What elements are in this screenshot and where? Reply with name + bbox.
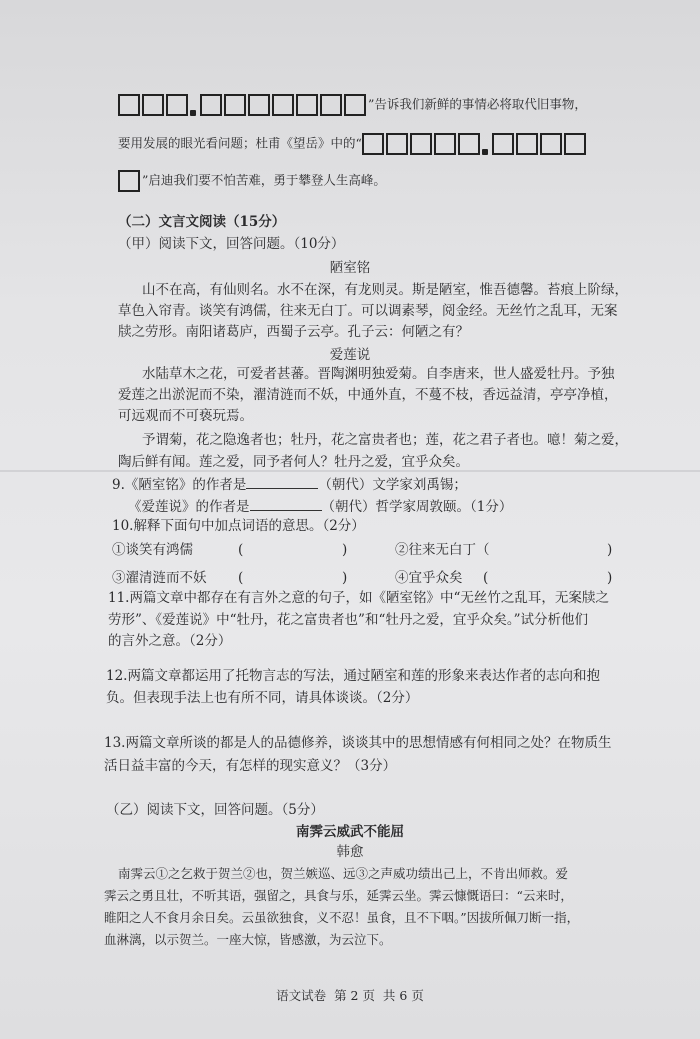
answer-box: [248, 94, 270, 116]
quote-text: ”告诉我们新鲜的事情必将取代旧事物，: [368, 96, 587, 112]
passage2-line: 爱莲之出淤泥而不染，濯清涟而不妖，中通外直，不蔓不枝，香远益清，亭亭净植，: [118, 387, 618, 403]
q10-item-4: ④宜乎众矣: [395, 570, 463, 586]
question-9a: [112, 474, 700, 495]
question-12-line: 12.两篇文章都运用了托物言志的写法，通过陋室和莲的形象来表达作者的志向和抱: [106, 668, 600, 684]
passage2-line: 水陆草木之花，可爱者甚蕃。晋陶渊明独爱菊。自李唐来，世人盛爱牡丹。予独: [142, 366, 615, 382]
comma-mark: [482, 149, 488, 155]
answer-box: [118, 94, 140, 116]
answer-box: [386, 133, 408, 155]
answer-box: [142, 94, 164, 116]
answer-box: [492, 133, 514, 155]
answer-box: [272, 94, 294, 116]
answer-box: [166, 94, 188, 116]
question-10-item: ②往来无白丁（ ): [395, 542, 613, 558]
answer-box: [458, 133, 480, 155]
q10-item-3: ③濯清涟而不妖: [112, 570, 207, 586]
answer-box: [118, 170, 140, 192]
passage2-line: 可远观而不可亵玩焉。: [118, 408, 253, 424]
part-b-instruction: （乙）阅读下文，回答问题。（5分）: [106, 802, 324, 818]
answer-box: [540, 133, 562, 155]
answer-box: [516, 133, 538, 155]
line2-text: 要用发展的眼光看问题；杜甫《望岳》中的“: [118, 135, 362, 151]
passage1-line: 草色入帘青。谈笑有鸿儒，往来无白丁。可以调素琴，阅金经。无丝竹之乱耳，无案: [118, 303, 618, 319]
q9a-suffix: （朝代）文学家刘禹锡；: [318, 477, 467, 493]
title-loushiming: 陋室铭: [329, 260, 371, 276]
question-13-line: 13.两篇文章所谈的都是人的品德修养，谈谈其中的思想情感有何相同之处？在物质生: [104, 735, 612, 751]
author-hanyu: 韩愈: [336, 844, 364, 860]
answer-box: [362, 133, 384, 155]
passage3-line: 睢阳之人不食月余日矣。云虽欲独食，义不忍！虽食，且不下咽。”因拔所佩刀断一指，: [104, 910, 580, 925]
passage3-line: 血淋漓，以示贺兰。一座大惊，皆感激，为云泣下。: [104, 932, 392, 947]
question-10: 10.解释下面句中加点词语的意思。（2分）: [112, 518, 365, 534]
answer-box: [434, 133, 456, 155]
answer-box: [296, 94, 318, 116]
passage3-line: 霁云之勇且壮，不听其语，强留之，具食与乐，延霁云坐。霁云慷慨语曰：“云来时，: [104, 888, 573, 903]
question-12-line: 负。但表现手法上也有所不同，请具体谈谈。（2分）: [106, 690, 419, 706]
passage1-line: 山不在高，有仙则名。水不在深，有龙则灵。斯是陋室，惟吾德馨。苔痕上阶绿，: [142, 282, 628, 298]
answer-box: [344, 94, 366, 116]
fill-blank-line-2: [118, 133, 698, 155]
question-10-item: ④宜乎众矣 ( ): [395, 570, 613, 586]
passage3-line: 南霁云①之乞救于贺兰②也，贺兰嫉巡、远③之声威功绩出己上，不肯出师救。爱: [118, 866, 569, 881]
answer-box: [564, 133, 586, 155]
question-9b: [128, 496, 700, 517]
answer-box: [410, 133, 432, 155]
q9b-suffix: （朝代）哲学家周敦颐。（1分）: [321, 499, 513, 515]
question-13-line: 活日益丰富的今天，有怎样的现实意义？（3分）: [104, 758, 397, 774]
page-footer: 语文试卷 第 2 页 共 6 页: [276, 988, 424, 1003]
answer-blank[interactable]: [246, 474, 318, 489]
q10-item-2: ②往来无白丁（: [395, 542, 490, 558]
title-nanjiyun: 南霁云威武不能屈: [296, 824, 404, 840]
question-11-line: 的言外之意。（2分）: [108, 633, 232, 649]
q9a-prefix: 9.《陋室铭》的作者是: [112, 477, 247, 493]
passage2-line: 陶后鲜有闻。莲之爱，同予者何人？牡丹之爱，宜乎众矣。: [118, 454, 469, 470]
answer-box: [320, 94, 342, 116]
question-10-item: ③濯清涟而不妖 ( ): [112, 570, 348, 586]
part-a-instruction: （甲）阅读下文，回答问题。（10分）: [118, 236, 345, 252]
question-11-line: 劳形”、《爱莲说》中“牡丹，花之富贵者也”和“牡丹之爱，宜乎众矣。”试分析他们: [108, 612, 589, 628]
answer-blank[interactable]: [250, 496, 322, 511]
section-heading: （二）文言文阅读（15分）: [118, 214, 286, 230]
passage1-line: 牍之劳形。南阳诸葛庐，西蜀子云亭。孔子云：何陋之有？: [118, 324, 469, 340]
q10-item-1: ①谈笑有鸿儒: [112, 542, 193, 558]
comma-mark: [190, 110, 196, 116]
fill-blank-line-1: [118, 94, 698, 116]
fill-blank-line-3: [118, 170, 698, 192]
title-ailianshuo: 爱莲说: [329, 347, 371, 363]
line3-text: ”启迪我们要不怕苦难，勇于攀登人生高峰。: [142, 172, 386, 188]
answer-box: [224, 94, 246, 116]
answer-box: [200, 94, 222, 116]
question-11-line: 11.两篇文章中都存在有言外之意的句子，如《陋室铭》中“无丝竹之乱耳，无案牍之: [108, 590, 609, 606]
q9b-prefix: 《爱莲说》的作者是: [128, 499, 250, 515]
question-10-item: ①谈笑有鸿儒 ( ): [112, 542, 348, 558]
passage2-line: 予谓菊，花之隐逸者也；牡丹，花之富贵者也；莲，花之君子者也。噫！菊之爱，: [142, 432, 628, 448]
